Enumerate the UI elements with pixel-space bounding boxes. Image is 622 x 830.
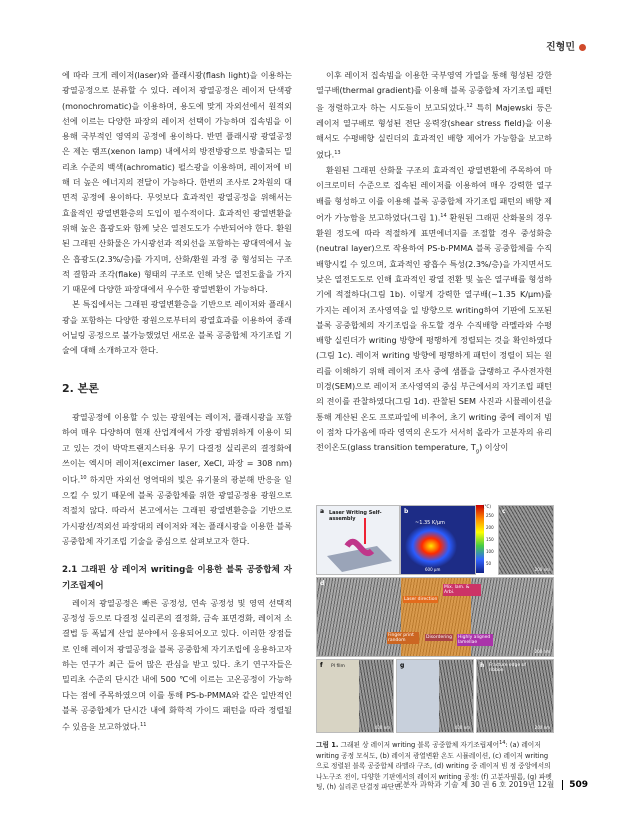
page-footer: 고분자 과학과 기술 제 30 권 6 호 2019년 12월 509 <box>395 780 588 790</box>
paragraph: 이후 레이저 집속빔을 이용한 국부영역 가열을 통해 형성된 강한 열구배(thermal gradient)를 이용해 블록 공중합체 자기조립 패턴을 정렬하고자 하는 시도들이 보고되었다.$^{12}$ 특히 Majewski 등은 레이저 열구배로 형성된 전단 응력장(shear stress field)을 이용해서도 수평배향 실린더의 효과적인 배향 제어가 가능함을 보고하였다.$^{13}$ <box>316 70 553 160</box>
panel-f: f PI film 400 nm <box>316 659 394 733</box>
paragraph: 환원된 그래핀 산화물 구조의 효과적인 광열변환에 주목하여 마이크로미터 수준으로 집속된 레이저를 이용하여 매우 강력한 열구배를 형성하고 이를 이용해 블록 공중합체 자기조립 패턴의 배향 제어가 가능함을 보고하였다(그림 1).$^{14}$ 환원된 그래핀 산화물의 경우 환원 정도에 따라 적절하게 표면에너지를 조절할 경우 중성화층(neutral layer)으로 작용하여 PS-b-PMMA 블록 공중합체를 수직 배향시킬 수 있으며, 효과적인 광흡수 특성(2.3%/층)을 가지면서도 낮은 열전도도로 인해 효과적인 광열 전환 및 높은 열구배를 형성하기에 적절하다(그림 1b). 이렇게 강력한 열구배(~1.35 K/μm)를 가지는 레이저 조사영역을 일 방향으로 writing하여 기판에 도포된 블록 공중합체의 자기조립을 유도할 경우 수직배향 라멜라와 수평배향 실린더가 writing 방향에 평행하게 정렬되는 것을 확인하였다(그림 1c). 레이저 writing 방향에 평행하게 패턴이 정렬이 되는 원리를 이해하기 위해 레이저 조사 중에 샘플을 급랭하고 주사전자현미경(SEM)으로 레이저 조사영역의 중심 부근에서의 자기조립 패턴의 전이를 관찰하였다(그림 1d). 관찰된 SEM 사진과 시뮬레이션을 통해 계산된 온도 프로파일에 비추어, 초기 writing 중에 레이저 빔이 점차 다가옴에 따라 영역의 온도가 서서히 올라가 고분자의 유리전이온도(glass transition temperature, $T_g$) 이상이 <box>316 165 552 455</box>
panel-d: d Laser direction Mix. lam. & Arbi. Finger print random Disordering Highly aligned lamellae 200 nm <box>316 577 554 657</box>
panel-h: h Fracture edge of ribbon 200 nm <box>476 659 554 733</box>
figure-1: a Laser Writing Self-assembly b ~1.35 K/μm 600 μm (°C) 250 200 150 100 50 c 200 nm d Laser direction Mix. lam. & Arbi. Finger print random Disordering Highly aligned lamellae 200 nm f PI film 400 nm g 400 nm h Fracture edge of ribbon 200 nm <box>316 505 552 733</box>
left-column <box>62 68 292 735</box>
page-number: 509 <box>562 780 588 790</box>
panel-g: g 400 nm <box>396 659 474 733</box>
paragraph: 광열공정에 이용할 수 있는 광원에는 레이저, 플래시광을 포함하여 매우 다양하며 현재 산업계에서 가장 광범위하게 이용이 되고 있는 것이 박막트랜지스터용 무기 다결정 실리콘의 결정화에 쓰이는 엑시머 레이저(excimer laser, XeCl, 파장 = 308 nm)이다.$^{10}$ 하지만 자외선 영역대의 빛은 유기물의 광분해 반응을 일으킬 수 있기 때문에 블록 공중합체를 위한 광열공정용 광원으로 적절치 않다. 따라서 본고에서는 그래핀 광열변환층을 기반으로 가시광선/적외선 파장대의 레이저와 제논 플래시광을 이용한 블록 공중합체 자기조립 기술을 중심으로 살펴보고자 한다. <box>62 411 292 546</box>
panel-a: a Laser Writing Self-assembly <box>316 505 400 575</box>
right-column <box>316 68 552 460</box>
section-title: 2. 본론 <box>62 381 99 395</box>
panel-c: c 200 nm <box>498 505 554 575</box>
panel-b: b ~1.35 K/μm 600 μm <box>400 505 476 575</box>
subsection-title: 2.1 그래핀 상 레이저 writing을 이용한 블록 공중합체 자기조립제어 <box>62 565 292 591</box>
bullet-icon <box>579 44 586 51</box>
running-head-author: 진형민 <box>546 38 586 53</box>
paragraph: 본 특집에서는 그래핀 광열변환층을 기반으로 레이저와 플래시광을 포함하는 다양한 광원으로부터의 광열효과를 이용하여 종래 어닐링 공정으로 불가능했었던 새로운 블록 공중합체 자기조립 기술에 대해 소개하고자 한다. <box>62 299 292 356</box>
paragraph: 레이저 광열공정은 빠른 공정성, 연속 공정성 및 영역 선택적 공정성 등으로 다결정 실리콘의 결정화, 금속 표면경화, 레이저 소결법 등 폭넓게 산업 분야에서 응용되어오고 있다. 이러한 장점들로 인해 레이저 광열공정을 블록 공중합체 자기조립에 응용하고자 하는 연구가 최근 들어 많은 관심을 받고 있다. 초기 연구자들은 밀리초 수준의 단시간 내에 500 ℃에 이르는 고온공정이 가능하다는 점에 주목하였으며 이를 통해 PS-b-PMMA와 같은 일반적인 블록 공중합체가 단시간 내에 화학적 가이드 패턴을 따라 정렬될 수 있음을 보고하였다.$^{11}$ <box>62 597 292 732</box>
figure-caption: 그림 1. 그래핀 상 레이저 writing 블록 공중합체 자기조립제어$^{14}$: (a) 레이저 writing 공정 모식도, (b) 레이저 광열변환 온도 시뮬레이션, (c) 레이저 writing으로 정렬된 블록 공중합체 라멜라 구조, (d) writing 중 레이저 빔 정 중앙에서의 나노구조 전이, 다양한 기판에서의 레이저 writing 공정: (f) 고분자필름, (g) 파펫팅, (h) 실리콘 단결정 파단면. <box>316 740 552 792</box>
paragraph: 에 따라 크게 레이저(laser)와 플래시광(flash light)을 이용하는 광열공정으로 분류할 수 있다. 레이저 광열공정은 레이저 단색광(monochromatic)을 이용하며, 용도에 맞게 자외선에서 원적외선에 이르는 다양한 파장의 레이저 선택이 가능하며 집속빔을 이용해 국부적인 영역의 공정에 용이하다. 반면 플래시광 광열공정은 제논 램프(xenon lamp) 내에서의 방전방광으로 방출되는 밀리초 수준의 백색(achromatic) 펄스광을 이용하며, 레이저에 비해 더 높은 에너지의 전달이 가능하다. 한번의 조사로 2차원의 대면적 공정에 용이하다. 무엇보다 효과적인 광열공정을 위해서는 효율적인 광열변환층의 도입이 필수적이다. 효과적인 광열변환을 위해 높은 흡광도와 함께 낮은 열전도도가 수반되어야 한다. 환원된 그래핀 산화물은 가시광선과 적외선을 포함하는 광대역에서 높은 흡광도(2.3%/층)를 가지며, 산화/환원 과정 중 형성되는 구조적 결함과 조각(flake) 형태의 구조로 인해 낮은 열전도율을 가지기 때문에 다양한 파장대에서 우수한 광열변환이 가능하다. <box>62 70 292 295</box>
colorbar <box>476 505 484 573</box>
